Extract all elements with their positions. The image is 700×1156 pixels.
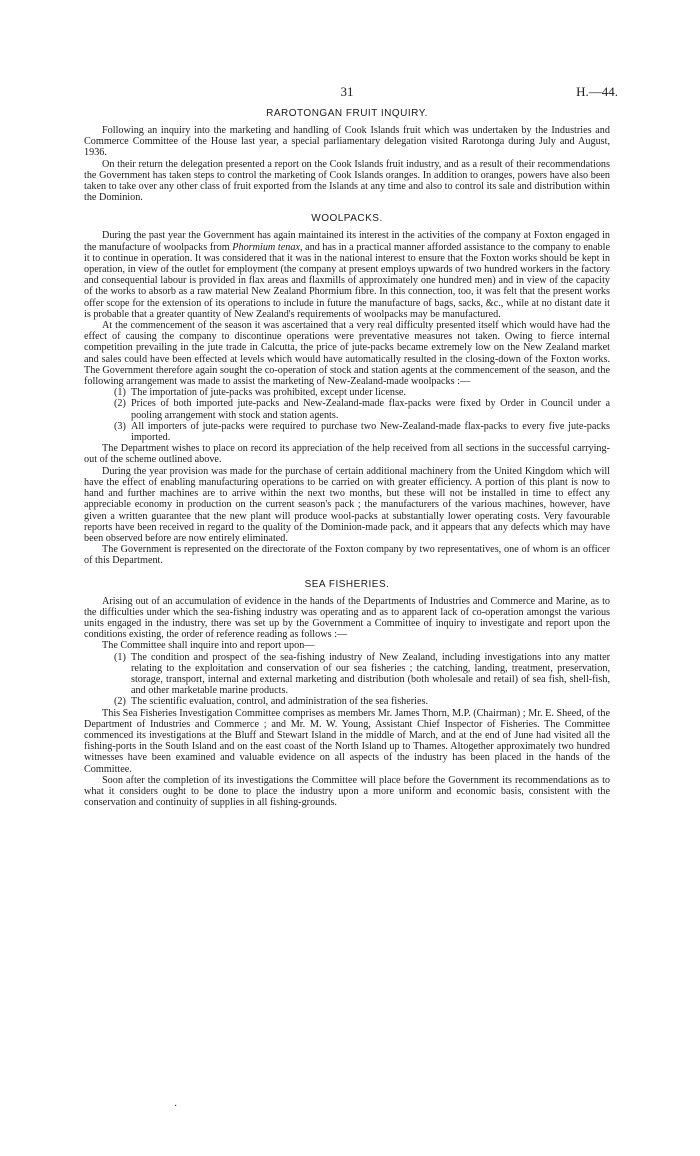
list-item: (2) The scientific evaluation, control, and administration of the sea fisheries.: [114, 696, 429, 708]
section-title: SEA FISHERIES.: [304, 578, 390, 590]
paragraph: Soon after the completion of its investigations the Committee will place before the Government its recommendations as to what it considers ought to be done to place the industry upon a more uniform and economic basis, consistent with the conservation and continuity of supplies in all fishing-grounds.: [84, 774, 610, 809]
list-item: (3) All importers of jute-packs were required to purchase two New-Zealand-made flax-packs to every five jute-packs imported.: [114, 420, 610, 444]
paragraph: The Department wishes to place on record its appreciation of the help received from all sections in the successful carrying-out of the scheme outlined above.: [84, 443, 610, 466]
paragraph: Following an inquiry into the marketing and handling of Cook Islands fruit which was undertaken by the Industries and Commerce Committee of the House last year, a special parliamentary delegation visited Rarotonga during July and August, 1936.: [84, 125, 610, 159]
reference-list: [84, 652, 610, 708]
page-header: [84, 84, 618, 104]
arrangement-list: [84, 387, 610, 443]
document-page: [84, 84, 618, 809]
paragraph: During the past year the Government has again maintained its interest in the activities of the company at Foxton engaged in the manufacture of woolpacks from Phormium tenax, and has in a practical manner afforded assistance to the company to enable it to continue in operation. It was considered that it was in the national interest to ensure that the Foxton works should be kept in operation, in view of the outlet for employment (the company at present employs upwards of two hundred workers in the factory and consequential labour is provided in flax areas and flaxmills of approximately one hundred men) and in view of the capacity of the works to absorb as a raw material New Zealand Phormium fibre. In this connection, too, it was felt that the present works offer scope for the extension of its operations to include in future the manufacture of bags, sacks, &c., while at no distant date it is probable that a greater quantity of New Zealand's requirements of woolpacks may be manufactured.: [84, 230, 610, 320]
paragraph: At the commencement of the season it was ascertained that a very real difficulty presented itself which would have had the effect of causing the company to discontinue operations were preventative measures not taken. Owing to fierce internal competition prevailing in the jute trade in Calcutta, the price of jute-packs became extremely low on the New Zealand market and sales could have been effected at levels which would have automatically resulted in the closing-down of the Foxton works. The Government therefore again sought the co-operation of stock and station agents at the commencement of the season, and the following arrangement was made to assist the marketing of New-Zealand-made woolpacks :—: [84, 320, 610, 388]
species-name: Phormium tenax: [232, 241, 300, 253]
section-woolpacks: [84, 213, 610, 566]
section-sea-fisheries: [84, 579, 610, 809]
page-number: 31: [340, 84, 354, 99]
document-reference: H.—44.: [576, 84, 618, 99]
paragraph: This Sea Fisheries Investigation Committee comprises as members Mr. James Thorn, M.P. (Chairman) ; Mr. E. Sheed, of the Department of Industries and Commerce ; and Mr. M. W. Young, Assistant Chief Inspector of Fisheries. The Committee commenced its investigations at the Bluff and Stewart Island in the middle of March, and at the end of June had visited all the fishing-ports in the South Island and on the east coast of the North Island up to Thames. Altogether approximately two hundred witnesses have been examined and valuable evidence on all aspects of the industry has been placed in the hands of the Committee.: [84, 707, 610, 775]
list-item: (2) Prices of both imported jute-packs and New-Zealand-made flax-packs were fixed by Order in Council under a pooling arrangement with stock and station agents.: [114, 398, 610, 421]
list-item: (1) The importation of jute-packs was prohibited, except under license.: [114, 387, 406, 399]
paragraph: During the year provision was made for the purchase of certain additional machinery from the United Kingdom which will have the effect of enabling manufacturing operations to be carried on with greater efficiency. A portion of this plant is now to hand and further machines are to arrive within the next two months, but these will not be installed in time to effect any appreciable economy in production on the current season's pack ; the manufacturers of the various machines, however, have given a written guarantee that the new plant will produce wool-packs at substantially lower operating costs. Very favourable reports have been received in regard to the quality of the Dominion-made pack, and it appears that any defects which may have been observed before are now entirely eliminated.: [84, 465, 610, 544]
section-title: WOOLPACKS.: [311, 213, 383, 225]
section-rarotongan-fruit-inquiry: [84, 108, 610, 203]
section-title: RAROTONGAN FRUIT INQUIRY.: [266, 108, 428, 119]
paragraph: On their return the delegation presented a report on the Cook Islands fruit industry, and as a result of their recommendations the Government has taken steps to control the marketing of Cook Islands oranges. In addition to oranges, powers have also been taken to take over any other class of fruit exported from the Islands at any time and also to control its sale and distribution within the Dominion.: [84, 158, 610, 204]
stray-mark: ·: [174, 1101, 178, 1112]
list-item: (1) The condition and prospect of the sea-fishing industry of New Zealand, including investigations into any matter relating to the exploitation and conservation of our sea fisheries ; the catching, landing, treatment, preservation, storage, transport, internal and external marketing and distribution (both wholesale and retail) of sea fish, shell-fish, and other marketable marine products.: [114, 651, 610, 697]
paragraph: Arising out of an accumulation of evidence in the hands of the Departments of Industries and Commerce and Marine, as to the difficulties under which the sea-fishing industry was operating and as to apparent lack of co-operation amongst the various units engaged in the industry, there was set up by the Government a Committee of inquiry to investigate and report upon the conditions existing, the order of reference reading as follows :—: [84, 595, 610, 641]
paragraph: The Committee shall inquire into and report upon—: [102, 640, 315, 652]
paragraph: The Government is represented on the directorate of the Foxton company by two representatives, one of whom is an officer of this Department.: [84, 544, 610, 567]
